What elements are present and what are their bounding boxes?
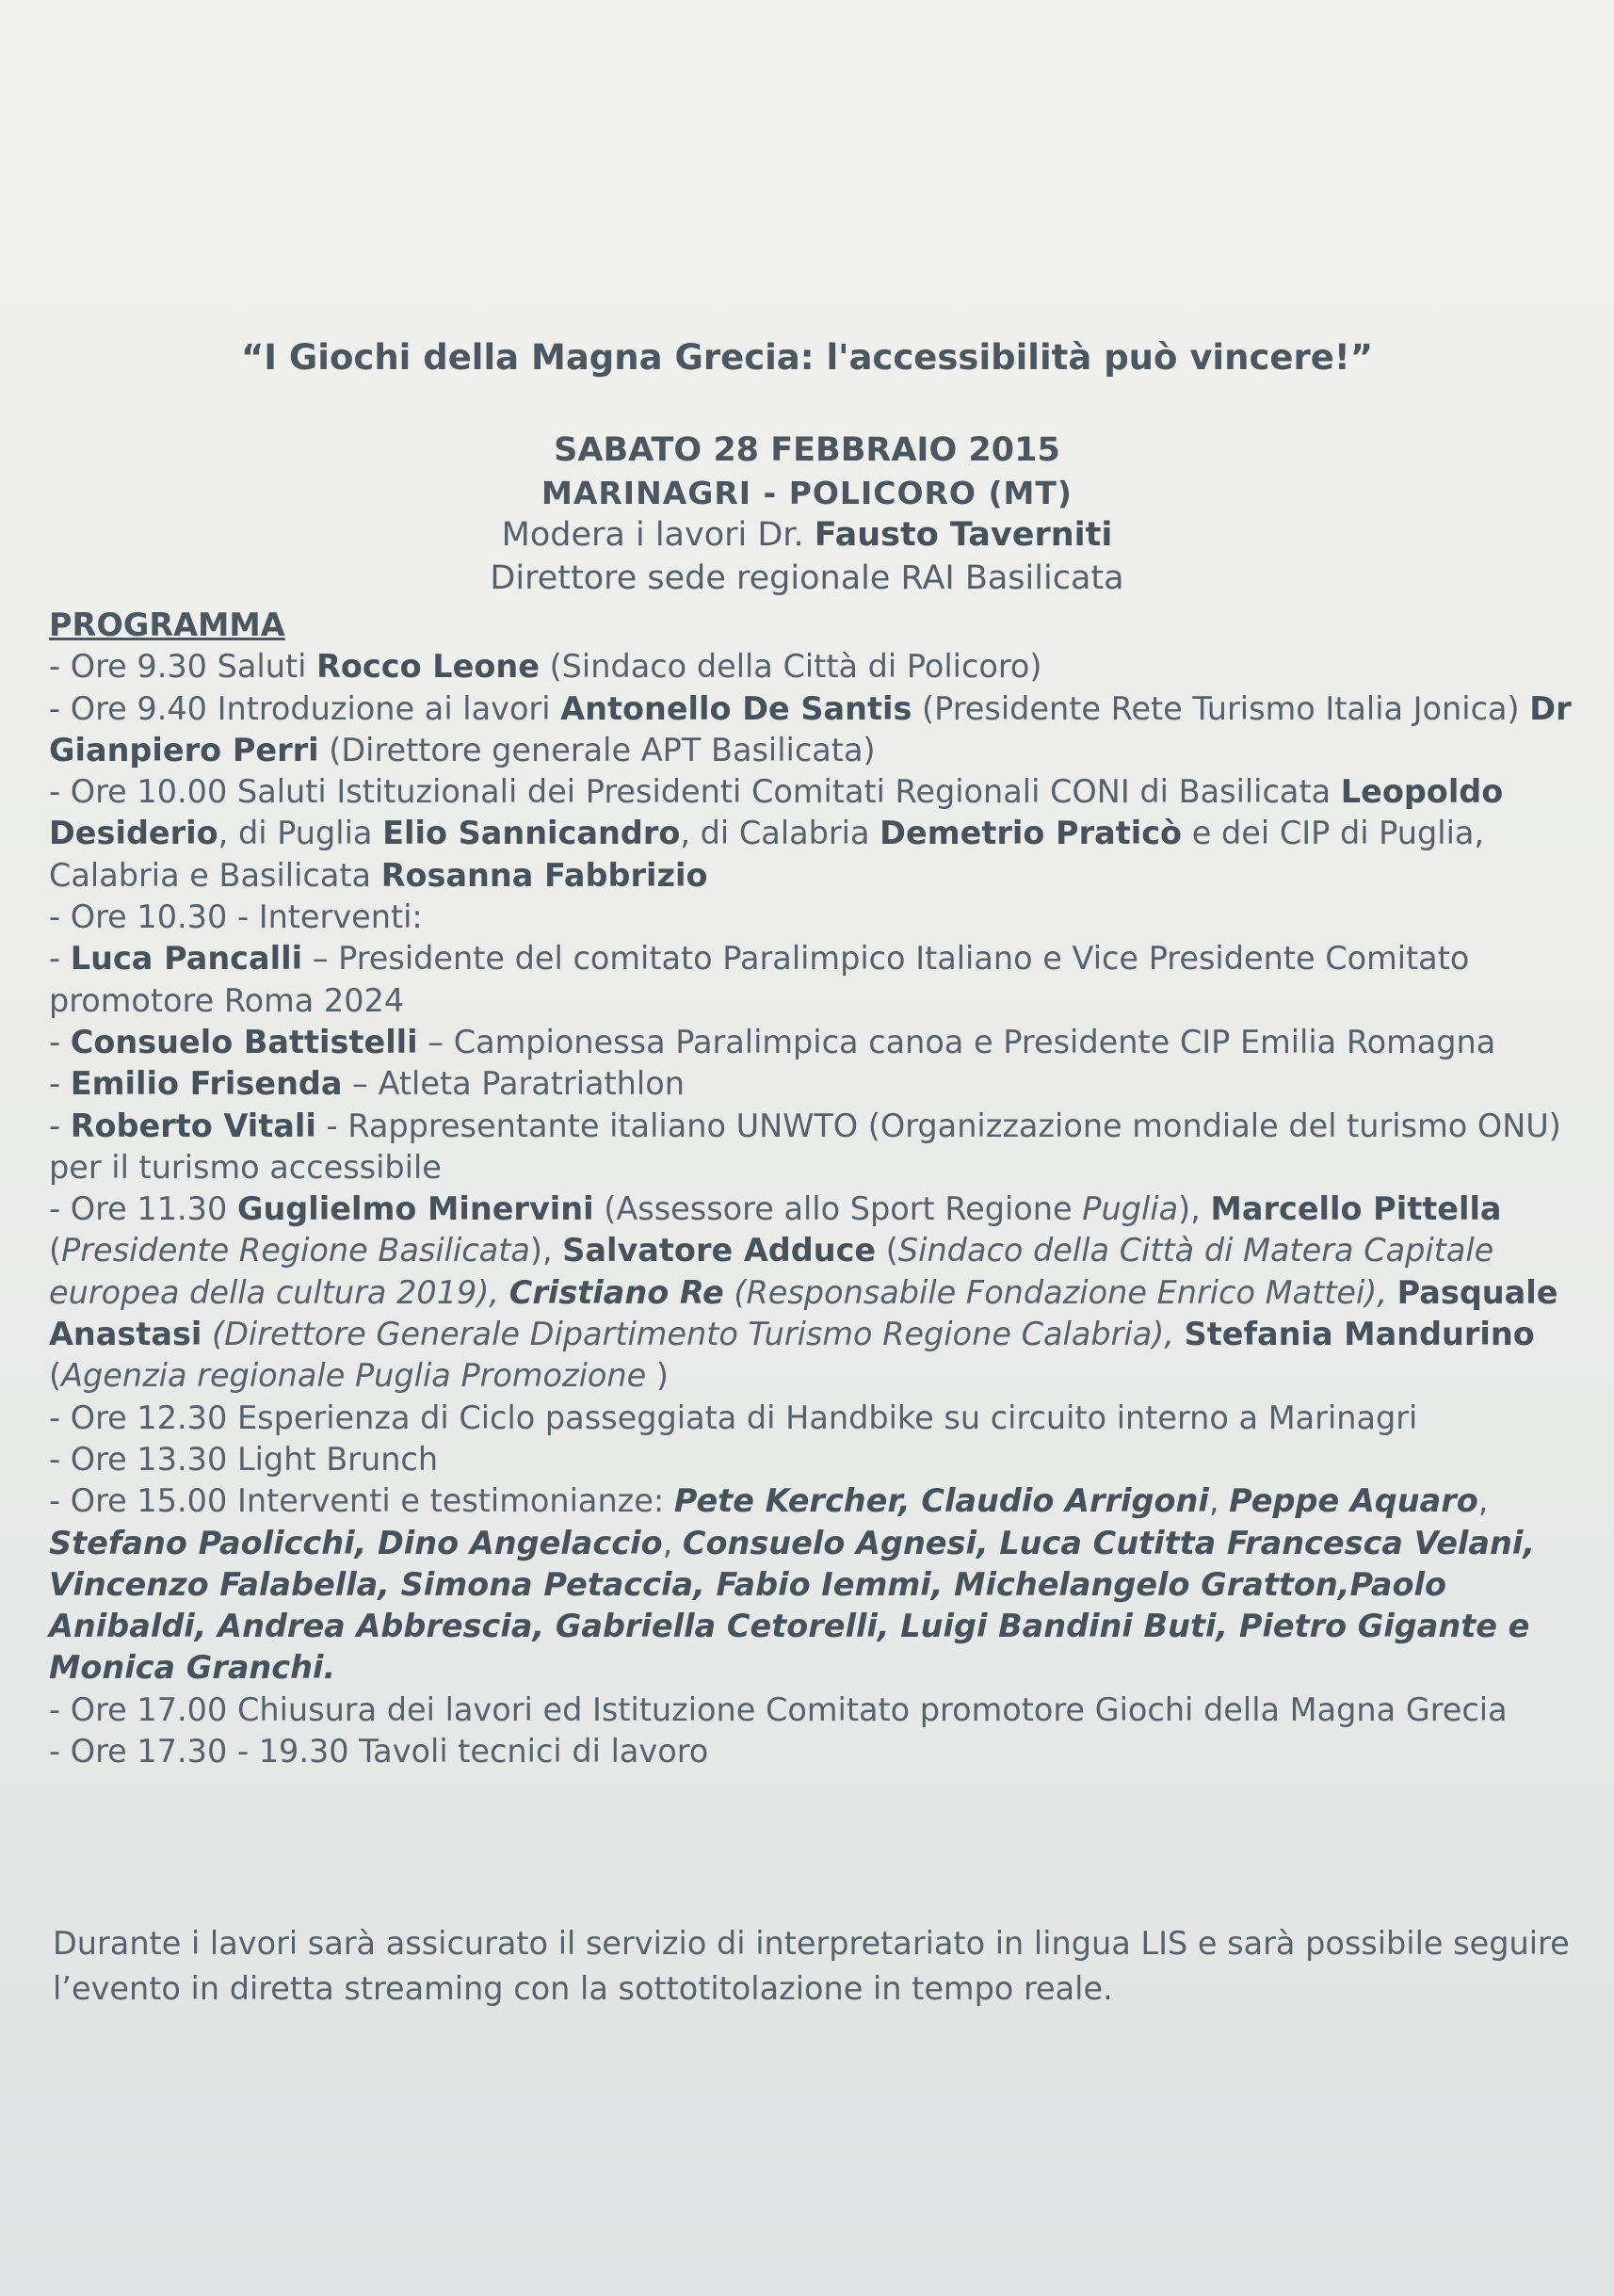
speaker-name: Emilio Frisenda — [70, 1065, 343, 1103]
item-text: - Ore 11.30 — [49, 1190, 237, 1228]
item-text: - — [49, 1065, 71, 1103]
item-text: - — [49, 940, 71, 978]
item-text: – Atleta Paratriathlon — [342, 1065, 685, 1103]
footer-note: Durante i lavori sarà assicurato il servizio di interpretariato in lingua LIS e sarà possibile seguire l’evento in diretta streaming con la sottotitolazione in tempo reale. — [53, 1925, 1570, 2007]
speaker-name: Roberto Vitali — [70, 1107, 316, 1144]
speaker-name: Consuelo Battistelli — [70, 1023, 418, 1060]
item-text: (Direttore generale APT Basilicata) — [318, 731, 876, 768]
item-text: – Campionessa Paralimpica canoa e Presidente CIP Emilia Romagna — [417, 1023, 1496, 1060]
program-item-1130 — [49, 1188, 1593, 1397]
item-text: ( — [49, 1232, 62, 1269]
speaker-names: Pete Kercher, Claudio Arrigoni — [673, 1482, 1209, 1520]
item-text: - Rappresentante italiano UNWTO (Organizzazione mondiale del turismo ONU) per il turismo accessibile — [49, 1107, 1561, 1186]
item-text: (Presidente Rete Turismo Italia Jonica) — [912, 689, 1530, 727]
event-date: SABATO 28 FEBBRAIO 2015 — [554, 431, 1060, 469]
item-text: - Ore 15.00 Interventi e testimonianze: — [49, 1482, 674, 1520]
program-item-1730: - Ore 17.30 - 19.30 Tavoli tecnici di lavoro — [49, 1733, 709, 1771]
program-item-1230: - Ore 12.30 Esperienza di Ciclo passeggiata di Handbike su circuito interno a Marinagri — [49, 1399, 1418, 1436]
program-item-1500 — [49, 1480, 1593, 1689]
event-title: “I Giochi della Magna Grecia: l'accessibilità può vincere!” — [240, 337, 1374, 378]
item-text: , — [1477, 1482, 1489, 1520]
speaker-names: Peppe Aquaro — [1229, 1482, 1478, 1520]
speaker-name: Antonello De Santis — [560, 689, 912, 727]
event-location: MARINAGRI - POLICORO (MT) — [541, 475, 1073, 511]
item-text: - Ore 9.40 Introduzione ai lavori — [49, 689, 561, 727]
speaker-name: Rocco Leone — [316, 648, 540, 686]
speaker-name: Elio Sannicandro — [382, 815, 681, 852]
speaker-name: Luca Pancalli — [70, 940, 303, 978]
program-heading: PROGRAMMA — [49, 606, 285, 643]
item-text: ), — [1178, 1190, 1211, 1228]
item-text: , di Calabria — [680, 815, 880, 852]
speaker-names: Stefano Paolicchi, Dino Angelaccio — [49, 1524, 663, 1561]
program-speaker-frisenda — [49, 1063, 1593, 1105]
program-speaker-pancalli — [49, 938, 1593, 1022]
moderator-name: Fausto Taverniti — [814, 516, 1113, 554]
speaker-name: Cristiano Re — [508, 1273, 724, 1311]
speaker-name: Demetrio Praticò — [880, 815, 1183, 852]
item-text: e dei CIP di Puglia, Calabria e Basilicata — [49, 815, 1485, 894]
item-text-italic: Agenzia regionale Puglia Promozione — [61, 1357, 647, 1395]
item-text-italic: Sindaco della Città di Matera Capitale europea della cultura 2019), — [49, 1232, 1494, 1311]
item-text: ( — [49, 1357, 62, 1395]
item-text: ), — [529, 1232, 563, 1269]
program-item-1030: - Ore 10.30 - Interventi: — [49, 898, 423, 936]
item-text: - Ore 10.00 Saluti Istituzionali dei Presidenti Comitati Regionali CONI di Basilicata — [49, 773, 1341, 811]
program-item-0940 — [49, 688, 1593, 772]
item-text: , — [662, 1524, 683, 1561]
item-text: (Assessore allo Sport Regione — [593, 1190, 1083, 1228]
item-text: ) — [646, 1357, 669, 1395]
moderator-role: Direttore sede regionale RAI Basilicata — [490, 559, 1124, 597]
program-speaker-battistelli — [49, 1022, 1593, 1063]
speaker-name: Pasquale Anastasi — [49, 1273, 1558, 1353]
speaker-name: Dr Gianpiero Perri — [49, 689, 1572, 768]
item-text: - — [49, 1107, 71, 1144]
moderator-line — [0, 516, 1614, 554]
item-text: , di Puglia — [218, 815, 383, 852]
item-text: - Ore 9.30 Saluti — [49, 648, 317, 686]
item-text-italic: Presidente Regione Basilicata — [61, 1232, 530, 1269]
program-section — [49, 605, 1593, 1772]
speaker-name: Marcello Pittella — [1210, 1190, 1502, 1228]
speaker-name: Salvatore Adduce — [562, 1232, 877, 1269]
item-text-italic: (Direttore Generale Dipartimento Turismo Regione Calabria), — [202, 1316, 1185, 1353]
program-item-0930 — [49, 646, 1593, 687]
speaker-name: Rosanna Fabbrizio — [380, 856, 708, 894]
item-text: – Presidente del comitato Paralimpico Italiano e Vice Presidente Comitato promotore Roma 2024 — [49, 940, 1470, 1019]
speaker-name: Leopoldo Desiderio — [49, 773, 1504, 852]
item-text-italic: Puglia — [1082, 1190, 1179, 1228]
item-text: ( — [876, 1232, 898, 1269]
item-text: , — [1208, 1482, 1230, 1520]
program-speaker-vitali — [49, 1106, 1593, 1189]
item-text: - — [49, 1023, 71, 1060]
program-item-1000 — [49, 771, 1593, 897]
speaker-name: Guglielmo Minervini — [236, 1190, 594, 1228]
program-item-1330: - Ore 13.30 Light Brunch — [49, 1440, 439, 1478]
program-item-1700: - Ore 17.00 Chiusura dei lavori ed Istituzione Comitato promotore Giochi della Magna Grecia — [49, 1690, 1508, 1728]
item-text: (Sindaco della Città di Policoro) — [539, 648, 1042, 686]
item-text-italic: (Responsabile Fondazione Enrico Mattei), — [723, 1273, 1397, 1311]
speaker-names: Consuelo Agnesi, Luca Cutitta Francesca Velani, Vincenzo Falabella, Simona Petaccia, Fabio Iemmi, Michelangelo Gratton,Paolo Anibaldi, Andrea Abbrescia, Gabriella Cetorelli, Luigi Bandini Buti, Pietro Gigante e Monica Granchi. — [49, 1524, 1536, 1687]
speaker-name: Stefania Mandurino — [1184, 1316, 1535, 1353]
moderator-prefix: Modera i lavori Dr. — [501, 516, 815, 554]
